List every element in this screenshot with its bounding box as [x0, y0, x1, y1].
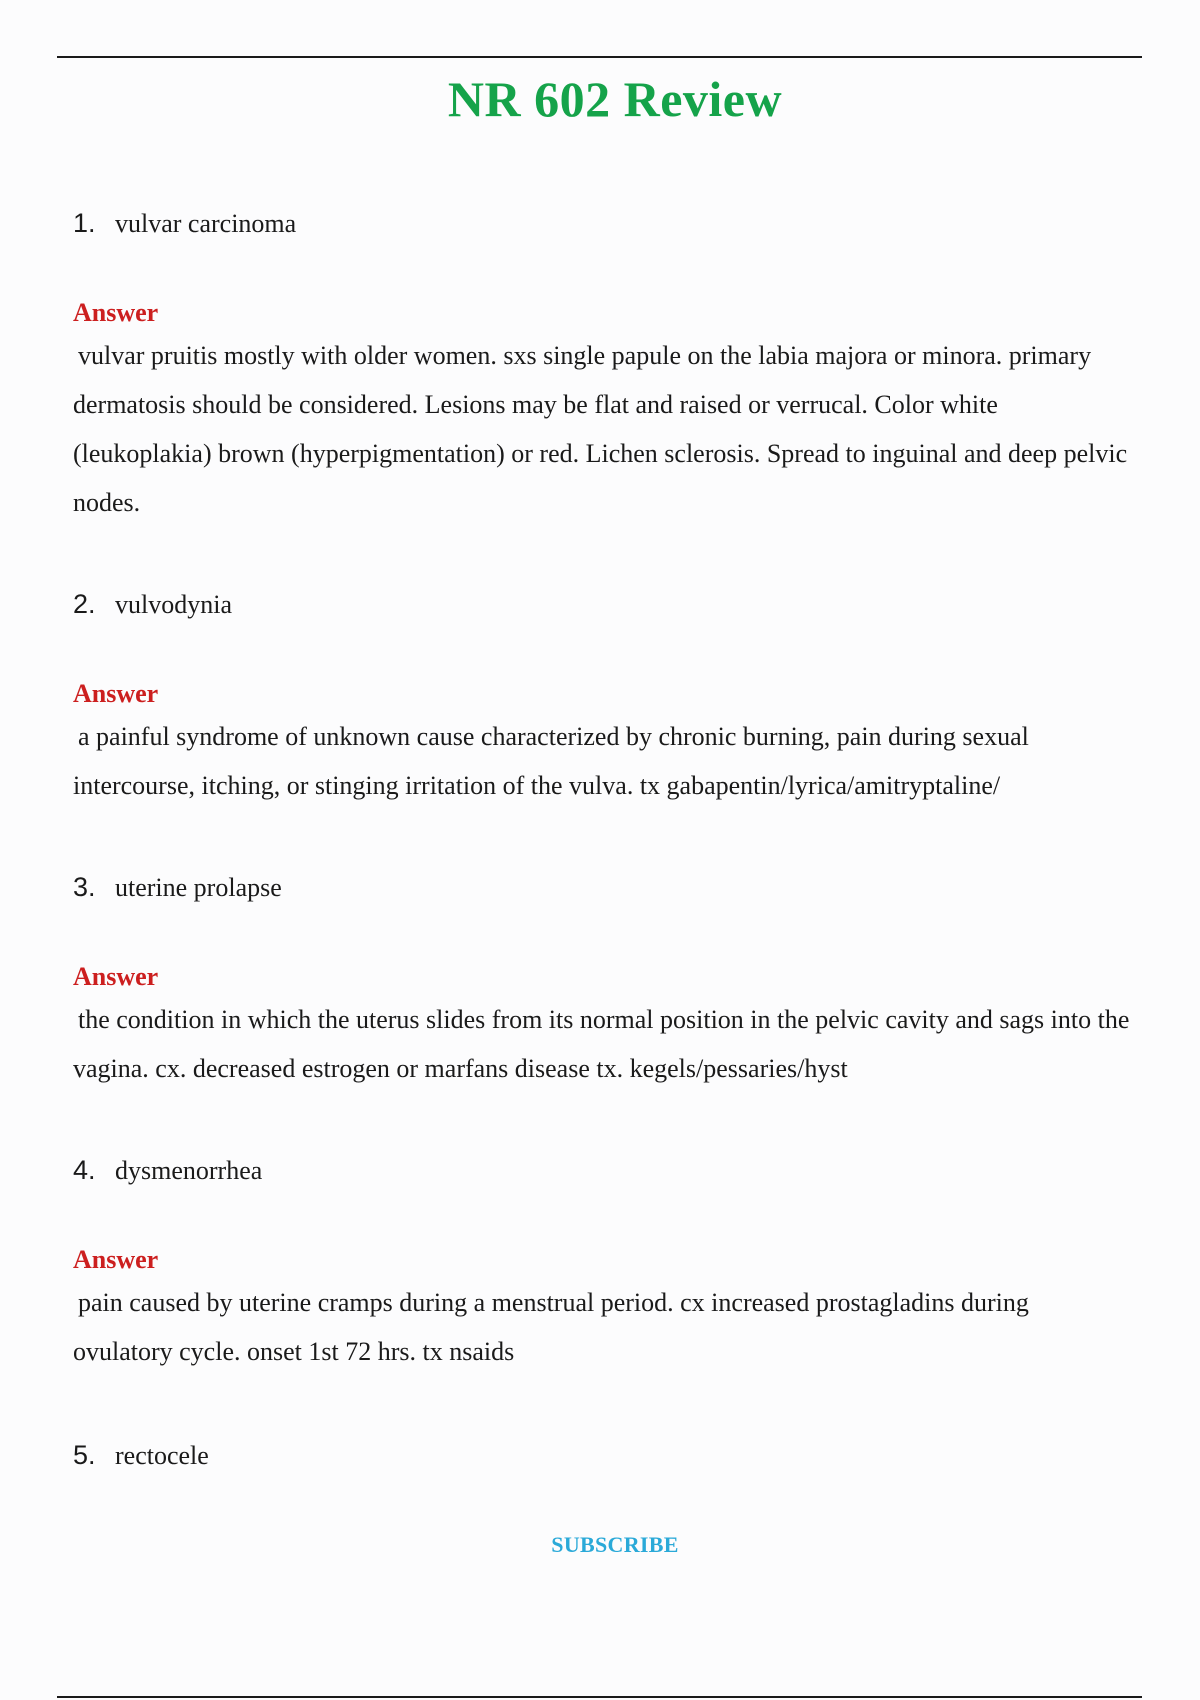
- question-number: 2.: [73, 589, 96, 619]
- page-title: NR 602 Review: [447, 71, 783, 127]
- qa-item-1: [73, 208, 1133, 527]
- question: [73, 872, 1133, 903]
- answer-label: Answer: [73, 962, 159, 991]
- question-number: 5.: [73, 1440, 96, 1470]
- bottom-rule: [57, 1696, 1142, 1698]
- question-number: 3.: [73, 872, 96, 902]
- qa-item-4: [73, 1155, 1133, 1376]
- question-text: rectocele: [115, 1441, 209, 1470]
- question-text: dysmenorrhea: [115, 1156, 263, 1185]
- answer-text: a painful syndrome of unknown cause characterized by chronic burning, pain during sexual intercourse, itching, or stinging irritation of the vulva. tx gabapentin/lyrica/amitryptaline/: [73, 722, 1029, 800]
- subscribe-link[interactable]: SUBSCRIBE: [551, 1532, 679, 1557]
- question-text: vulvar carcinoma: [115, 209, 297, 238]
- answer-text: vulvar pruitis mostly with older women. sxs single papule on the labia majora or minora. primary dermatosis should be considered. Lesions may be flat and raised or verrucal. Color white (leukoplakia) brown (hyperpigmentation) or red. Lichen sclerosis. Spread to inguinal and deep pelvic nodes.: [73, 341, 1128, 517]
- question: [73, 1155, 1133, 1186]
- question-text: vulvodynia: [115, 590, 232, 619]
- question-text: uterine prolapse: [115, 873, 282, 902]
- answer-label: Answer: [73, 679, 159, 708]
- question-number: 1.: [73, 208, 96, 238]
- answer-text: the condition in which the uterus slides from its normal position in the pelvic cavity and sags into the vagina. cx. decreased estrogen or marfans disease tx. kegels/pessaries/hyst: [73, 1005, 1130, 1083]
- answer-text: pain caused by uterine cramps during a menstrual period. cx increased prostagladins during ovulatory cycle. onset 1st 72 hrs. tx nsaids: [73, 1288, 1029, 1366]
- question: [73, 1440, 1133, 1471]
- qa-item-5: [73, 1440, 1133, 1471]
- answer-label: Answer: [73, 298, 159, 327]
- answer-label: Answer: [73, 1245, 159, 1274]
- qa-item-3: [73, 872, 1133, 1093]
- question: [73, 208, 1133, 239]
- qa-item-2: [73, 589, 1133, 810]
- top-rule: [57, 56, 1142, 58]
- question-number: 4.: [73, 1155, 96, 1185]
- question: [73, 589, 1133, 620]
